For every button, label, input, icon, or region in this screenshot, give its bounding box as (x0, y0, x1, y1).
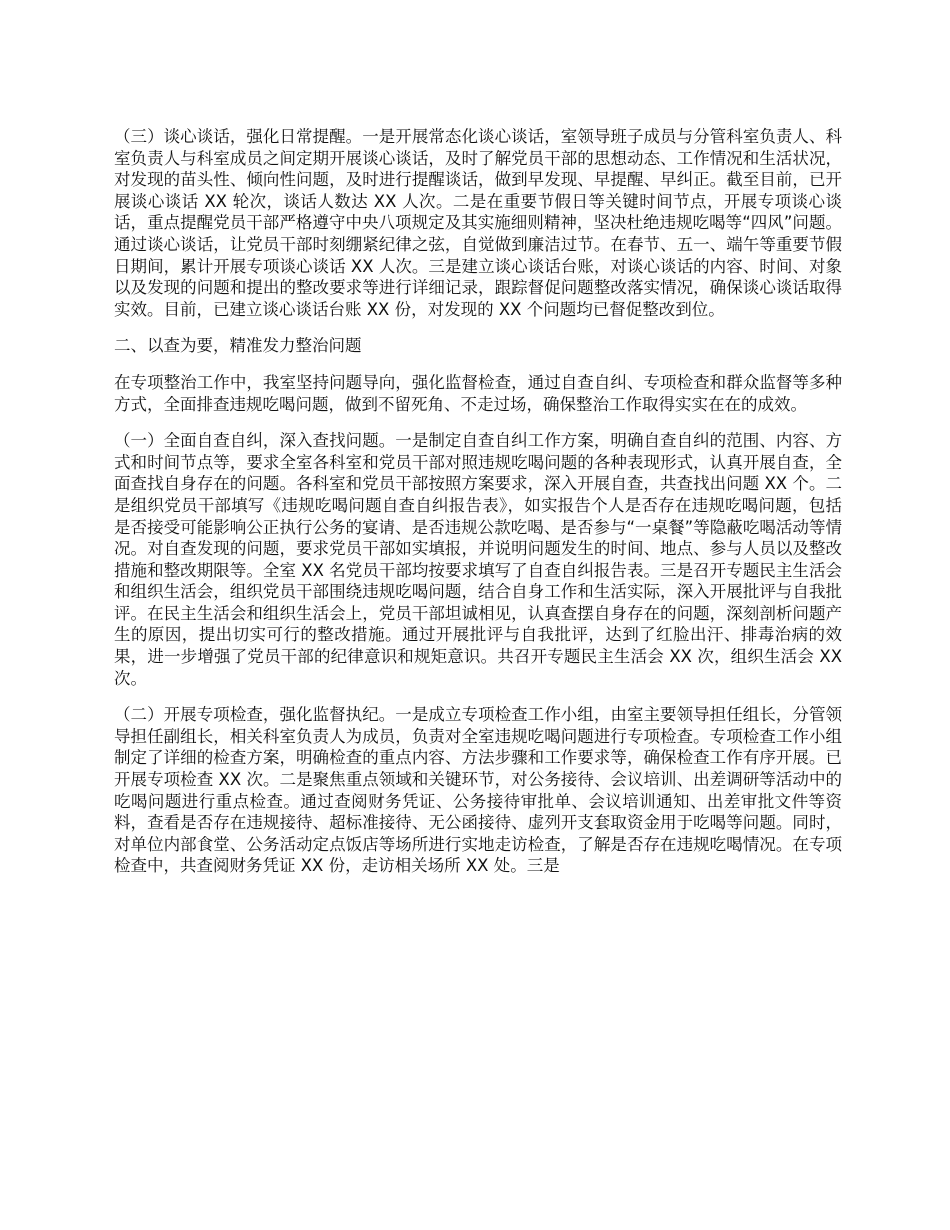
paragraph-heart-to-heart-talks: （三）谈心谈话，强化日常提醒。一是开展常态化谈心谈话，室领导班子成员与分管科室负责人、科室负责人与科室成员之间定期开展谈心谈话，及时了解党员干部的思想动态、工作情况和生活状况，对发现的苗头性、倾向性问题，及时进行提醒谈话，做到早发现、早提醒、早纠正。截至目前，已开展谈心谈话 XX 轮次，谈话人数达 XX 人次。二是在重要节假日等关键时间节点，开展专项谈心谈话，重点提醒党员干部严格遵守中央八项规定及其实施细则精神，坚决杜绝违规吃喝等“四风”问题。通过谈心谈话，让党员干部时刻绷紧纪律之弦，自觉做到廉洁过节。在春节、五一、端午等重要节假日期间，累计开展专项谈心谈话 XX 人次。三是建立谈心谈话台账，对谈心谈话的内容、时间、对象以及发现的问题和提出的整改要求等进行详细记录，跟踪督促问题整改落实情况，确保谈心谈话取得实效。目前，已建立谈心谈话台账 XX 份，对发现的 XX 个问题均已督促整改到位。 (114, 127, 842, 319)
section-heading-inspection: 二、以查为要，精准发力整治问题 (114, 336, 362, 356)
paragraph-self-inspection: （一）全面自查自纠，深入查找问题。一是制定自查自纠工作方案，明确自查自纠的范围、内容、方式和时间节点等，要求全室各科室和党员干部对照违规吃喝问题的各种表现形式，认真开展自查，全面查找自身存在的问题。各科室和党员干部按照方案要求，深入开展自查，共查找出问题 XX 个。二是组织党员干部填写《违规吃喝问题自查自纠报告表》，如实报告个人是否存在违规吃喝问题，包括是否接受可能影响公正执行公务的宴请、是否违规公款吃喝、是否参与“一桌餐”等隐蔽吃喝活动等情况。对自查发现的问题，要求党员干部如实填报，并说明问题发生的时间、地点、参与人员以及整改措施和整改期限等。全室 XX 名党员干部均按要求填写了自查自纠报告表。三是召开专题民主生活会和组织生活会，组织党员干部围绕违规吃喝问题，结合自身工作和生活实际，深入开展批评与自我批评。在民主生活会和组织生活会上，党员干部坦诚相见，认真查摆自身存在的问题，深刻剖析问题产生的原因，提出切实可行的整改措施。通过开展批评与自我批评，达到了红脸出汗、排毒治病的效果，进一步增强了党员干部的纪律意识和规矩意识。共召开专题民主生活会 XX 次，组织生活会 XX 次。 (114, 431, 842, 688)
paragraph-intro: 在专项整治工作中，我室坚持问题导向，强化监督检查，通过自查自纠、专项检查和群众监督等多种方式，全面排查违规吃喝问题，做到不留死角、不走过场，确保整治工作取得实实在在的成效。 (114, 372, 842, 414)
paragraph-special-inspection: （二）开展专项检查，强化监督执纪。一是成立专项检查工作小组，由室主要领导担任组长，分管领导担任副组长，相关科室负责人为成员，负责对全室违规吃喝问题进行专项检查。专项检查工作小组制定了详细的检查方案，明确检查的重点内容、方法步骤和工作要求等，确保检查工作有序开展。已开展专项检查 XX 次。二是聚焦重点领域和关键环节，对公务接待、会议培训、出差调研等活动中的吃喝问题进行重点检查。通过查阅财务凭证、公务接待审批单、会议培训通知、出差审批文件等资料，查看是否存在违规接待、超标准接待、无公函接待、虚列开支套取资金用于吃喝等问题。同时，对单位内部食堂、公务活动定点饭店等场所进行实地走访检查，了解是否存在违规吃喝情况。在专项检查中，共查阅财务凭证 XX 份，走访相关场所 XX 处。三是 (114, 705, 842, 876)
document-page (114, 126, 842, 892)
